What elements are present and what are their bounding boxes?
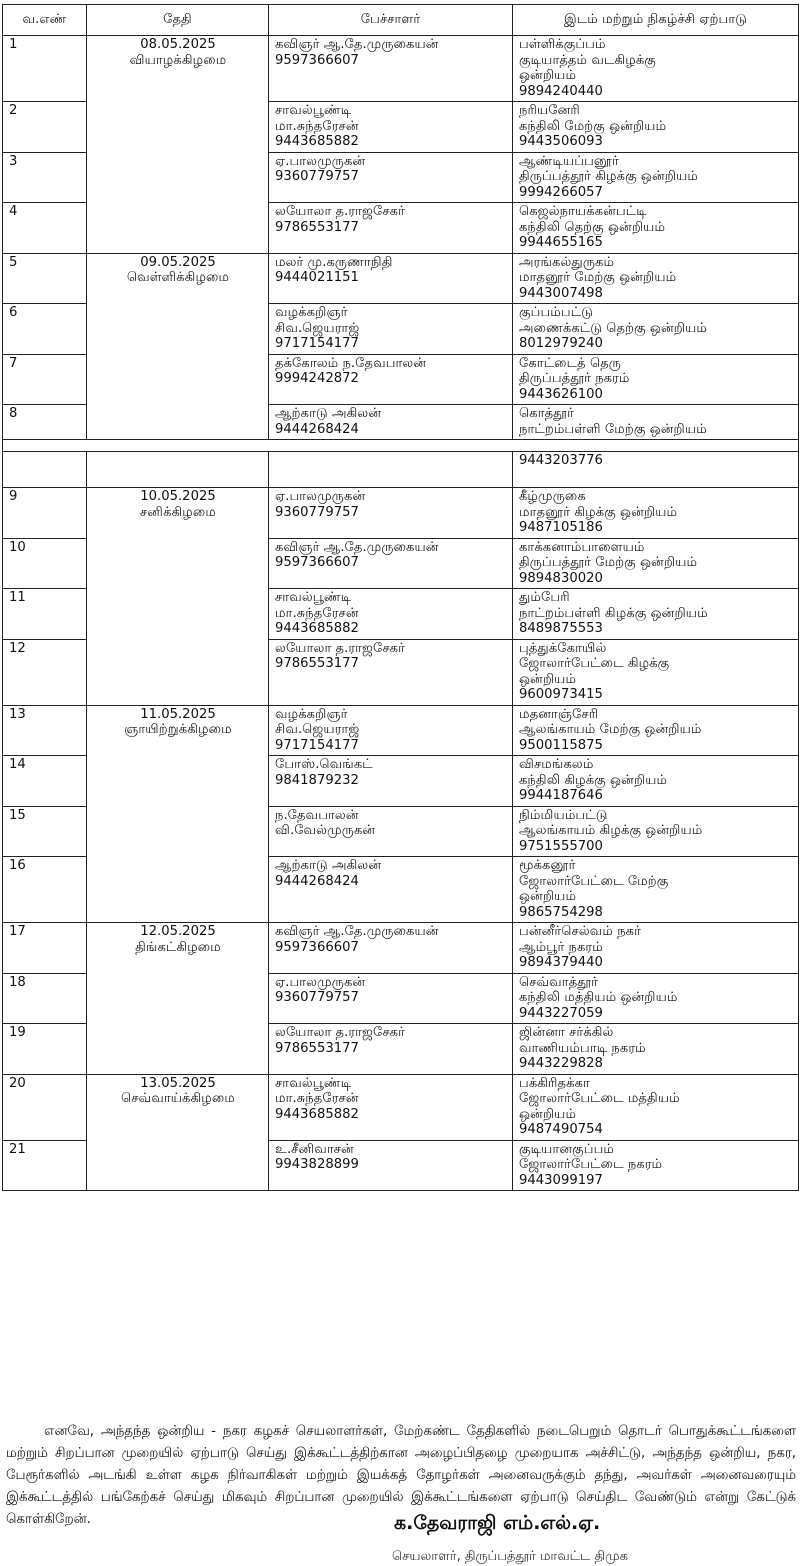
speaker-line: வி.வேல்முருகன் [275, 823, 376, 838]
event-date: 09.05.2025 [140, 254, 216, 270]
speaker-cell [269, 1024, 513, 1075]
schedule-table [2, 4, 799, 1191]
speaker-line: 9994242872 [275, 371, 359, 386]
speaker-line: மா.சுந்தரேசன் [275, 1091, 359, 1106]
header-date: தேதி [87, 5, 269, 36]
speaker-cell [269, 589, 513, 640]
venue-line: ஆலங்காயம் கிழக்கு ஒன்றியம் [519, 823, 703, 838]
table-row [3, 488, 799, 539]
venue-line: 9443626100 [519, 386, 603, 402]
speaker-line: கவிஞர் ஆ.தே.முருகையன் [275, 37, 439, 52]
speaker-line: சிவ.ஜெயராஜ் [275, 320, 360, 336]
venue-line: 8012979240 [519, 336, 603, 351]
speaker-line: சாவல்பூண்டி [275, 590, 352, 605]
table-row [3, 253, 799, 304]
venue-cell [513, 354, 799, 405]
venue-line: 9751555700 [519, 838, 603, 854]
event-weekday: வெள்ளிக்கிழமை [126, 270, 230, 285]
venue-line: கோட்டைத் தெரு [519, 355, 622, 371]
venue-cell [513, 756, 799, 807]
table-body-second [3, 488, 799, 1191]
venue-cell [513, 973, 799, 1024]
venue-line: குப்பம்பட்டு [519, 305, 593, 320]
speaker-cell [269, 152, 513, 203]
speaker-line: 9717154177 [275, 737, 359, 753]
venue-cell [513, 36, 799, 102]
speaker-line: 9443685882 [275, 1106, 359, 1122]
serial-no-cell: 19 [3, 1024, 87, 1075]
speaker-line: லயோலா த.ராஜசேகர் [275, 640, 406, 656]
venue-line: காக்கனாம்பாளையம் [519, 539, 645, 555]
venue-line: 9894830020 [519, 570, 603, 586]
venue-line: கீழ்முருகை [519, 489, 586, 504]
venue-line: கந்திலி மேற்கு ஒன்றியம் [519, 118, 667, 134]
speaker-line: சாவல்பூண்டி [275, 1075, 352, 1091]
venue-line: 9443229828 [519, 1056, 603, 1071]
table-body-continuation [3, 440, 799, 488]
venue-line: ஜோலார்பேட்டை கிழக்கு [519, 656, 670, 671]
venue-line: 9894379440 [519, 955, 603, 970]
speaker-line: 9597366607 [275, 939, 359, 955]
venue-line: 9500115875 [519, 737, 603, 753]
speaker-line: மா.சுந்தரேசன் [275, 605, 359, 621]
venue-line: விசமங்கலம் [519, 757, 594, 772]
serial-no-cell: 1 [3, 36, 87, 102]
speaker-line: தக்கோலம் ந.தேவபாலன் [275, 355, 427, 371]
schedule-document [2, 4, 798, 1191]
venue-line: 9994266057 [519, 184, 603, 200]
closing-paragraph: எனவே, அந்தந்த ஒன்றிய - நகர கழகச் செயலாளர்கள், மேற்கண்ட தேதிகளில் நடைபெறும் தொடர் பொதுக்கூட்டங்களை மற்றும் சிறப்பான முறையில் ஏற்பாடு செய்து இக்கூட்டத்திற்கான அழைப்பிதழை முறையாக அச்சிட்டு, அந்தந்த ஒன்றிய, நகர, பேரூர்களில் அடங்கி உள்ள கழக நிர்வாகிகள் மற்றும் இயக்கத் தோழர்கள் அனைவருக்கும் தந்து, அவர்கள் அனைவரையும் இக்கூட்டத்தில் பங்கேற்கச் செய்து மிகவும் சிறப்பான முறையில் இக்கூட்டங்களை ஏற்பாடு செய்திட வேண்டும் என்று கேட்டுக் கொள்கிறேன். [6, 1424, 796, 1528]
venue-line: 9487105186 [519, 520, 603, 535]
speaker-line: லயோலா த.ராஜசேகர் [275, 204, 406, 219]
speaker-line: சாவல்பூண்டி [275, 103, 352, 118]
venue-line: 9487490754 [519, 1122, 603, 1137]
speaker-cell [269, 806, 513, 857]
speaker-line: 9443685882 [275, 621, 359, 636]
speaker-cell [269, 756, 513, 807]
venue-line: மாதனூர் கிழக்கு ஒன்றியம் [519, 504, 678, 520]
speaker-line: 9786553177 [275, 219, 359, 235]
speaker-line: 9943828899 [275, 1157, 359, 1172]
table-row [3, 923, 799, 974]
serial-no-cell: 7 [3, 354, 87, 405]
venue-cell [513, 589, 799, 640]
serial-no-cell: 9 [3, 488, 87, 539]
venue-cell [513, 857, 799, 923]
speaker-line: ஏ.பாலமுருகன் [275, 974, 366, 990]
event-date: 08.05.2025 [140, 37, 216, 52]
venue-cell [513, 203, 799, 254]
speaker-line: சிவ.ஜெயராஜ் [275, 722, 360, 737]
serial-no-cell: 15 [3, 806, 87, 857]
speaker-line: ஆற்காடு அகிலன் [275, 858, 382, 873]
speaker-line: லயோலா த.ராஜசேகர் [275, 1025, 406, 1040]
venue-line: 9894240440 [519, 83, 603, 99]
event-weekday: ஞாயிற்றுக்கிழமை [124, 722, 232, 737]
speaker-line: மலர் மு.கருணாநிதி [275, 254, 393, 270]
signature-designation: செயலாளர், திருப்பத்தூர் மாவட்ட திமுக [392, 1549, 628, 1564]
table-body-first [3, 36, 799, 440]
date-cell [87, 488, 269, 706]
speaker-line: உ.சீனிவாசன் [275, 1141, 354, 1157]
speaker-cell [269, 36, 513, 102]
serial-no-cell: 5 [3, 253, 87, 304]
event-weekday: சனிக்கிழமை [139, 504, 217, 520]
venue-cell [513, 102, 799, 153]
speaker-cell [269, 923, 513, 974]
venue-line: 9443227059 [519, 1005, 603, 1021]
venue-cell [513, 253, 799, 304]
speaker-cell [269, 488, 513, 539]
speaker-cell [269, 639, 513, 705]
venue-line: கந்திலி மத்தியம் ஒன்றியம் [519, 990, 678, 1005]
header-venue: இடம் மற்றும் நிகழ்ச்சி ஏற்பாடு [513, 5, 799, 36]
venue-line: பக்கிரிதக்கா [519, 1075, 590, 1091]
speaker-line: 9444268424 [275, 873, 359, 889]
venue-line: ஆண்டியப்பனூர் [519, 153, 619, 169]
speaker-line: 9597366607 [275, 555, 359, 570]
signature-name: க.தேவராஜி எம்.எல்.ஏ. [394, 1512, 601, 1534]
venue-line: ஜோலார்பேட்டை மத்தியம் [519, 1091, 680, 1106]
venue-line: ஆம்பூர் நகரம் [519, 939, 603, 955]
speaker-line: 9360779757 [275, 169, 359, 184]
table-row [3, 1074, 799, 1140]
speaker-cell [269, 538, 513, 589]
venue-line: பள்ளிக்குப்பம் [519, 37, 606, 52]
venue-line: ஆலங்காயம் மேற்கு ஒன்றியம் [519, 722, 702, 737]
venue-line: மதனாஞ்சேரி [519, 706, 599, 722]
header-speaker: பேச்சாளர் [269, 5, 513, 36]
venue-cell [513, 639, 799, 705]
event-weekday: செவ்வாய்க்கிழமை [121, 1091, 235, 1106]
continuation-row [3, 452, 799, 488]
speaker-line: வழக்கறிஞர் [275, 305, 348, 320]
speaker-cell [269, 405, 513, 440]
venue-line: 9443506093 [519, 134, 603, 149]
speaker-line: போஸ்.வெங்கட் [275, 757, 373, 772]
event-date: 13.05.2025 [140, 1075, 216, 1091]
venue-line: மாதனூர் மேற்கு ஒன்றியம் [519, 270, 677, 285]
speaker-line: ந.தேவபாலன் [275, 807, 359, 823]
table-row [3, 36, 799, 102]
venue-line: செவ்வாத்தூர் [519, 974, 599, 990]
speaker-cell [269, 857, 513, 923]
serial-no-cell: 11 [3, 589, 87, 640]
speaker-line: 9841879232 [275, 772, 359, 788]
venue-line: திருப்பத்தூர் நகரம் [519, 371, 630, 386]
venue-line: ஒன்றியம் [519, 671, 577, 687]
venue-line: புத்துக்கோயில் [519, 640, 607, 656]
venue-line: கந்திலி கிழக்கு ஒன்றியம் [519, 772, 668, 788]
event-date: 11.05.2025 [140, 706, 216, 722]
speaker-line: கவிஞர் ஆ.தே.முருகையன் [275, 924, 439, 939]
venue-line: 9600973415 [519, 687, 603, 702]
venue-line: 9443099197 [519, 1172, 603, 1188]
serial-no-cell: 2 [3, 102, 87, 153]
venue-line: ஒன்றியம் [519, 889, 577, 904]
speaker-cell [269, 1140, 513, 1191]
venue-line: நிம்மியம்பட்டு [519, 807, 608, 823]
venue-line: 9944187646 [519, 788, 603, 803]
venue-line: வாணியம்பாடி நகரம் [519, 1040, 646, 1056]
venue-line: 9944655165 [519, 235, 603, 250]
speaker-line: 9443685882 [275, 134, 359, 149]
venue-line: 9443007498 [519, 285, 603, 301]
venue-line: கொத்தூர் [519, 406, 574, 421]
event-date: 10.05.2025 [140, 489, 216, 504]
venue-cell [513, 923, 799, 974]
venue-cell [513, 488, 799, 539]
speaker-cell [269, 253, 513, 304]
serial-no-cell: 21 [3, 1140, 87, 1191]
date-cell [87, 923, 269, 1075]
serial-no-cell: 17 [3, 923, 87, 974]
continuation-empty-speaker [269, 452, 513, 488]
venue-line: குடியானகுப்பம் [519, 1141, 615, 1157]
speaker-cell [269, 1074, 513, 1140]
venue-cell [513, 1024, 799, 1075]
venue-line: 8489875553 [519, 621, 603, 636]
speaker-cell [269, 304, 513, 355]
serial-no-cell: 4 [3, 203, 87, 254]
venue-line: 9865754298 [519, 904, 603, 920]
speaker-cell [269, 973, 513, 1024]
venue-line: நாட்றம்பள்ளி கிழக்கு ஒன்றியம் [519, 605, 708, 621]
venue-line: கெஜல்நாயக்கன்பட்டி [519, 204, 647, 219]
serial-no-cell: 14 [3, 756, 87, 807]
venue-line: அரங்கல்துருகம் [519, 254, 615, 270]
venue-line: தும்பேரி [519, 590, 570, 605]
serial-no-cell: 10 [3, 538, 87, 589]
speaker-cell [269, 354, 513, 405]
venue-cell [513, 304, 799, 355]
speaker-cell [269, 102, 513, 153]
continuation-venue-cell [513, 452, 799, 488]
venue-line: நாட்றம்பள்ளி மேற்கு ஒன்றியம் [519, 421, 707, 437]
venue-cell [513, 538, 799, 589]
serial-no-cell: 3 [3, 152, 87, 203]
speaker-cell [269, 705, 513, 756]
serial-no-cell: 6 [3, 304, 87, 355]
serial-no-cell: 16 [3, 857, 87, 923]
speaker-line: மா.சுந்தரேசன் [275, 118, 359, 134]
speaker-line: 9360779757 [275, 504, 359, 520]
venue-cell [513, 1074, 799, 1140]
speaker-line: வழக்கறிஞர் [275, 706, 348, 722]
venue-line: ஒன்றியம் [519, 68, 577, 83]
venue-line: பன்னீர்செல்வம் நகர் [519, 924, 642, 939]
speaker-line: 9786553177 [275, 656, 359, 671]
speaker-line: கவிஞர் ஆ.தே.முருகையன் [275, 539, 439, 555]
speaker-line: 9444268424 [275, 421, 359, 437]
speaker-line: 9444021151 [275, 270, 359, 285]
speaker-line: ஏ.பாலமுருகன் [275, 153, 366, 169]
event-weekday: வியாழக்கிழமை [129, 52, 227, 68]
venue-line: திருப்பத்தூர் மேற்கு ஒன்றியம் [519, 555, 698, 570]
table-row [3, 705, 799, 756]
speaker-line: 9360779757 [275, 990, 359, 1005]
event-date: 12.05.2025 [140, 924, 216, 939]
date-cell [87, 253, 269, 440]
serial-no-cell: 18 [3, 973, 87, 1024]
serial-no-cell: 13 [3, 705, 87, 756]
continuation-venue-phone: 9443203776 [519, 453, 603, 468]
speaker-line: ஆற்காடு அகிலன் [275, 406, 382, 421]
event-weekday: திங்கட்கிழமை [135, 939, 221, 955]
speaker-line: 9717154177 [275, 336, 359, 351]
continuation-empty-date [87, 452, 269, 488]
venue-line: ஒன்றியம் [519, 1106, 577, 1122]
venue-line: ஜின்னா சர்க்கில் [519, 1025, 614, 1040]
table-header-row [3, 5, 799, 36]
venue-cell [513, 405, 799, 440]
date-cell [87, 1074, 269, 1191]
speaker-line: 9786553177 [275, 1040, 359, 1056]
speaker-cell [269, 203, 513, 254]
venue-cell [513, 1140, 799, 1191]
venue-line: ஜோலார்பேட்டை மேற்கு [519, 873, 669, 889]
venue-line: குடியாத்தம் வடகிழக்கு [519, 52, 656, 68]
serial-no-cell: 20 [3, 1074, 87, 1140]
date-cell [87, 705, 269, 923]
serial-no-cell: 12 [3, 639, 87, 705]
speaker-line: 9597366607 [275, 52, 359, 68]
header-serial-no: வ.எண் [3, 5, 87, 36]
venue-line: கந்திலி தெற்கு ஒன்றியம் [519, 219, 666, 235]
venue-line: மூக்கனூர் [519, 858, 576, 873]
venue-cell [513, 806, 799, 857]
venue-cell [513, 152, 799, 203]
venue-line: திருப்பத்தூர் கிழக்கு ஒன்றியம் [519, 169, 699, 184]
venue-cell [513, 705, 799, 756]
page-break-row [3, 440, 799, 452]
date-cell [87, 36, 269, 254]
serial-no-cell: 8 [3, 405, 87, 440]
continuation-empty-no [3, 452, 87, 488]
venue-line: ஜோலார்பேட்டை நகரம் [519, 1157, 663, 1172]
venue-line: நரியனேரி [519, 103, 580, 118]
speaker-line: ஏ.பாலமுருகன் [275, 489, 366, 504]
venue-line: அணைக்கட்டு தெற்கு ஒன்றியம் [519, 320, 708, 336]
